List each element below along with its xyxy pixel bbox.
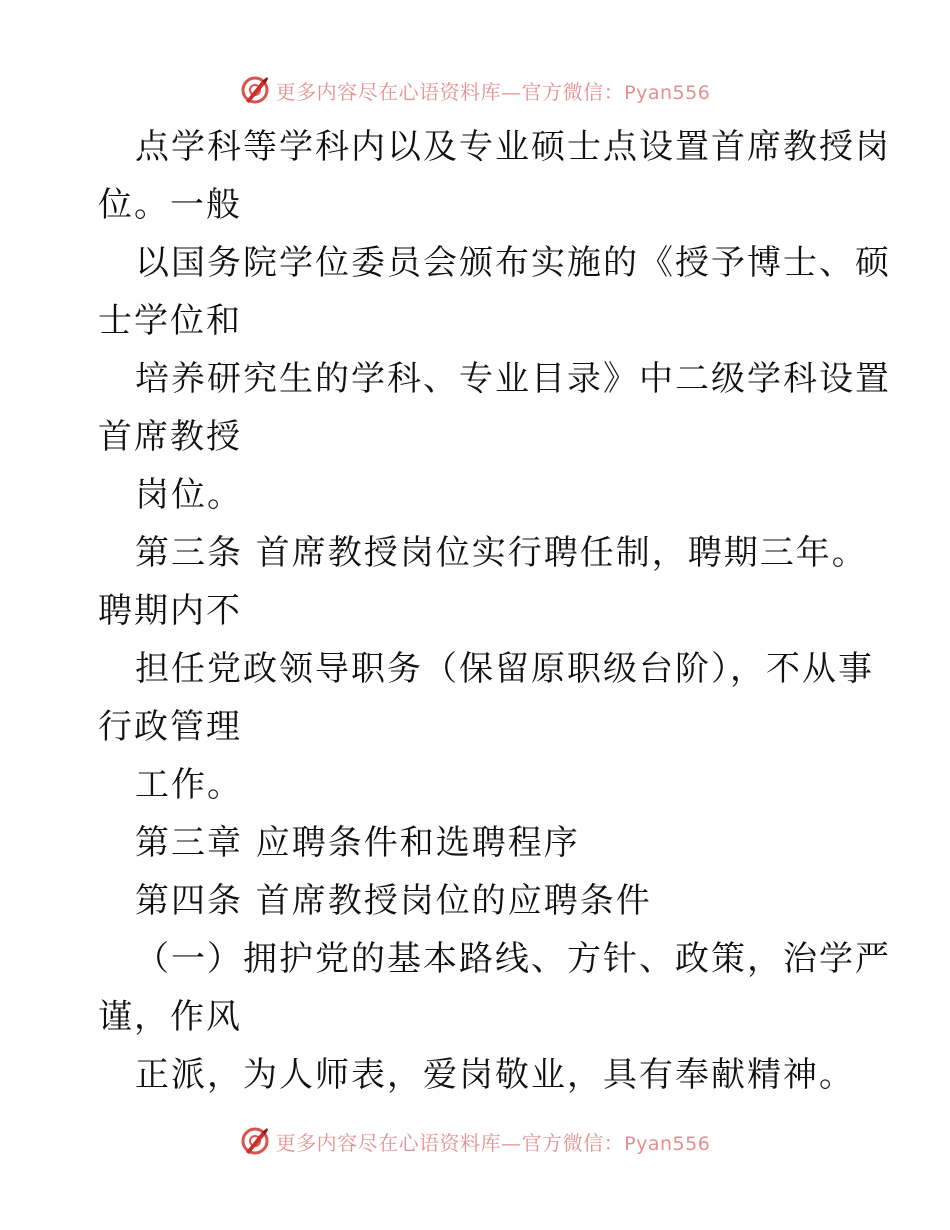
text-line: 谨，作风 [98,997,242,1037]
text-line: 第三条 首席教授岗位实行聘任制，聘期三年。 [135,533,868,573]
watermark-id: Pyan556 [624,81,711,104]
text-line: （一）拥护党的基本路线、方针、政策，治学严 [135,939,891,979]
text-line: 培养研究生的学科、专业目录》中二级学科设置 [135,359,891,399]
text-line: 行政管理 [98,707,242,747]
watermark-text: 更多内容尽在心语资料库—官方微信：Pyan556 [275,1130,711,1155]
text-line: 工作。 [135,765,243,805]
text-line: 第四条 首席教授岗位的应聘条件 [135,881,652,921]
text-line: 担任党政领导职务（保留原职级台阶），不从事 [135,649,874,689]
pen-logo-icon [240,75,270,105]
text-line: 点学科等学科内以及专业硕士点设置首席教授岗 [135,127,891,167]
text-line: 首席教授 [98,417,242,457]
text-line: 聘期内不 [98,591,242,631]
text-line: 位。一般 [98,185,242,225]
header-watermark [0,70,950,110]
text-line: 第三章 应聘条件和选聘程序 [135,823,580,863]
watermark-id: Pyan556 [624,1132,711,1155]
text-line: 岗位。 [135,475,243,515]
watermark-text: 更多内容尽在心语资料库—官方微信：Pyan556 [275,79,711,104]
text-line: 正派，为人师表，爱岗敬业，具有奉献精神。 [135,1055,855,1095]
footer-watermark [0,1121,950,1161]
document-body [98,118,891,1104]
text-line: 以国务院学位委员会颁布实施的《授予博士、硕 [135,243,891,283]
pen-logo-icon [240,1126,270,1156]
text-line: 士学位和 [98,301,242,341]
